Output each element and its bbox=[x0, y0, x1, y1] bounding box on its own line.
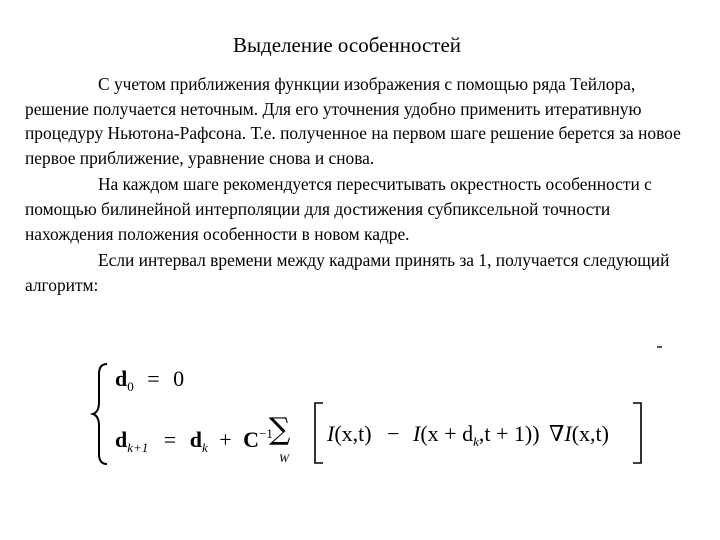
c-matrix-symbol: C bbox=[243, 427, 260, 452]
left-square-bracket bbox=[315, 403, 323, 463]
right-square-bracket bbox=[633, 403, 641, 463]
argument-x-t: (x,t) bbox=[334, 421, 372, 446]
argument-shifted-close: ,t + 1)) bbox=[478, 421, 540, 446]
formula-line-initial bbox=[115, 366, 184, 400]
formula-newton-raphson bbox=[93, 358, 653, 470]
intensity-i: I bbox=[327, 421, 335, 446]
sum-sign: ∑ bbox=[269, 412, 291, 447]
subscript-zero: 0 bbox=[127, 379, 134, 394]
formula-bracket-content bbox=[327, 421, 609, 455]
sum-subscript-w: W bbox=[279, 451, 289, 465]
formula-line-update bbox=[115, 421, 273, 461]
plus-sign: + bbox=[219, 427, 232, 452]
left-curly-brace bbox=[93, 364, 107, 464]
argument-shifted-open: (x + d bbox=[420, 421, 474, 446]
nabla-symbol: ∇ bbox=[549, 421, 565, 446]
zero-value: 0 bbox=[173, 366, 185, 391]
subscript-k-plus-1: k+1 bbox=[127, 440, 149, 455]
d-symbol: d bbox=[115, 366, 128, 391]
d-symbol: d bbox=[115, 427, 128, 452]
subscript-k: k bbox=[473, 434, 479, 449]
equals-sign: = bbox=[163, 427, 177, 452]
d-k-symbol: d bbox=[189, 427, 202, 452]
equals-sign: = bbox=[147, 366, 160, 391]
paragraph-algorithm: Если интервал времени между кадрами принять за 1, получается следующий алгоритм: bbox=[25, 250, 670, 295]
paragraph-interpolation: На каждом шаге рекомендуется пересчитывать окрестность особенности с помощью билинейной интерполяции для достижения субпиксельной точности нахождения положения особенности в новом кадре. bbox=[25, 174, 652, 244]
minus-sign: − bbox=[387, 421, 400, 446]
paragraph-taylor: С учетом приближения функции изображения с помощью ряда Тейлора, решение получается неточным. Для его уточнения удобно применить итеративную процедуру Ньютона-Рафсона. Т.е. полученное на первом шаге решение берется за новое первое приближение, уравнение снова и снова. bbox=[25, 74, 681, 168]
intensity-i: I bbox=[564, 421, 572, 446]
intensity-i: I bbox=[413, 421, 421, 446]
slide-title: Выделение особенностей bbox=[232, 33, 462, 57]
body-text bbox=[25, 72, 690, 299]
stray-mark bbox=[657, 346, 662, 348]
inverse-exponent: −1 bbox=[259, 426, 273, 441]
argument-x-t: (x,t) bbox=[571, 421, 609, 446]
subscript-k: k bbox=[201, 440, 208, 455]
